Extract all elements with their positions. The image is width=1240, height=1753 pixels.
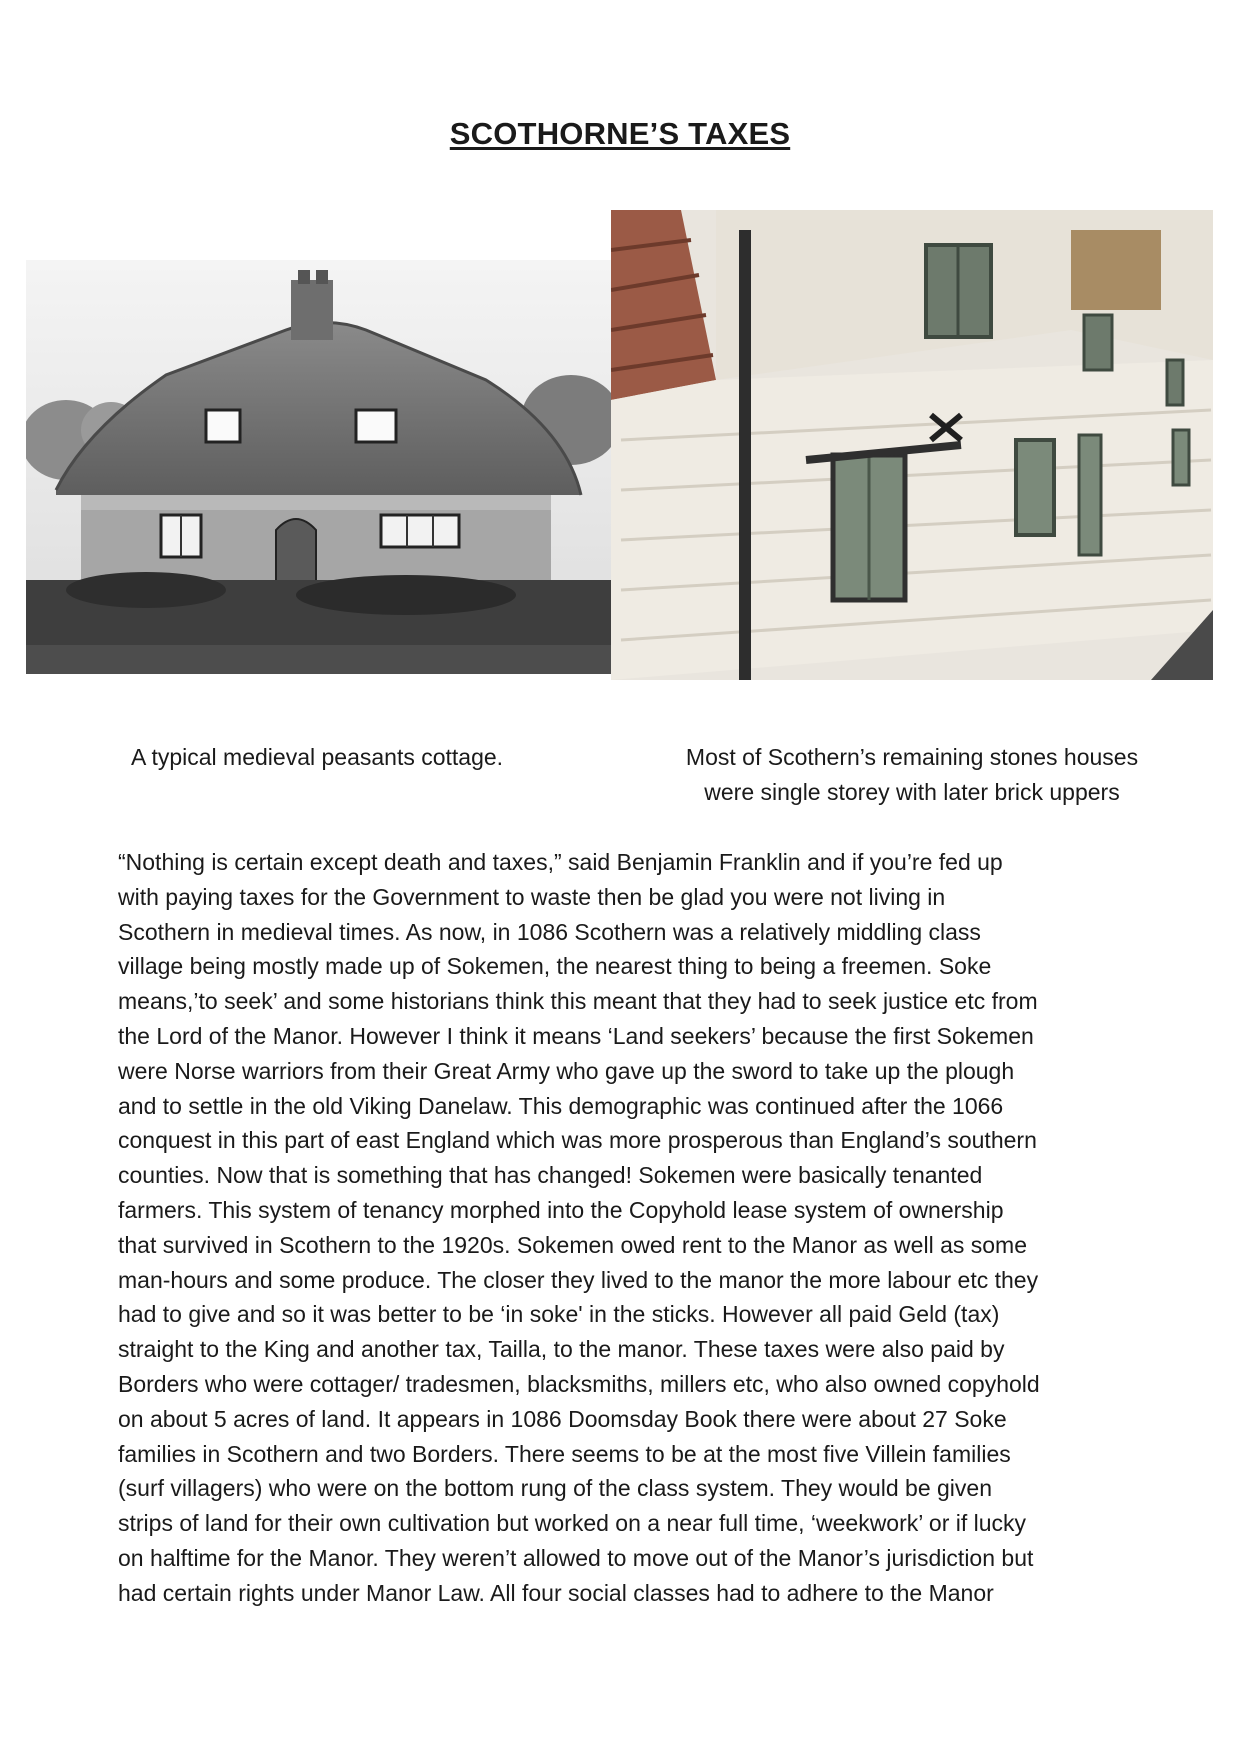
body-line: counties. Now that is something that has changed! Sokemen were basically tenanted xyxy=(118,1162,983,1189)
right-caption-line-1: Most of Scothern’s remaining stones houses xyxy=(685,744,1139,770)
body-line: farmers. This system of tenancy morphed into the Copyhold lease system of ownership xyxy=(118,1196,1004,1223)
body-line: Scothern in medieval times. As now, in 1086 Scothern was a relatively middling class xyxy=(118,918,981,945)
body-line: had to give and so it was better to be ‘in soke' in the sticks. However all paid Geld (tax) xyxy=(118,1301,1000,1328)
body-line: village being mostly made up of Sokemen, the nearest thing to being a freemen. Soke xyxy=(118,953,992,980)
body-line: strips of land for their own cultivation but worked on a near full time, ‘weekwork’ or if lucky xyxy=(118,1510,1027,1537)
whitewashed-houses-icon xyxy=(611,210,1213,680)
body-line: means,’to seek’ and some historians think this meant that they had to seek justice etc from xyxy=(118,988,1038,1015)
left-photo-caption: A typical medieval peasants cottage. xyxy=(131,744,504,770)
body-line: families in Scothern and two Borders. There seems to be at the most five Villein families xyxy=(118,1440,1011,1467)
thatched-cottage-icon xyxy=(26,260,611,674)
body-line: with paying taxes for the Government to waste then be glad you were not living in xyxy=(118,883,946,910)
body-line: on about 5 acres of land. It appears in 1086 Doomsday Book there were about 27 Soke xyxy=(118,1405,1007,1432)
body-line: that survived in Scothern to the 1920s. Sokemen owed rent to the Manor as well as some xyxy=(118,1231,1027,1258)
body-line: were Norse warriors from their Great Army who gave up the sword to take up the plough xyxy=(118,1057,1015,1084)
body-line: on halftime for the Manor. They weren’t allowed to move out of the Manor’s jurisdiction but xyxy=(118,1544,1034,1571)
right-photo-caption xyxy=(612,740,1212,810)
body-line: (surf villagers) who were on the bottom rung of the class system. They would be given xyxy=(118,1475,992,1502)
body-line: Borders who were cottager/ tradesmen, blacksmiths, millers etc, who also owned copyhold xyxy=(118,1370,1040,1397)
body-line: straight to the King and another tax, Tailla, to the manor. These taxes were also paid by xyxy=(118,1336,1005,1363)
body-line: “Nothing is certain except death and taxes,” said Benjamin Franklin and if you’re fed up xyxy=(118,849,1003,875)
right-caption-line-2: were single storey with later brick uppers xyxy=(704,779,1120,805)
page-title: SCOTHORNE’S TAXES xyxy=(449,116,791,151)
body-line: and to settle in the old Viking Danelaw. This demographic was continued after the 1066 xyxy=(118,1092,1004,1119)
body-line: the Lord of the Manor. However I think it means ‘Land seekers’ because the first Sokemen xyxy=(118,1022,1034,1049)
medieval-cottage-photo xyxy=(26,260,611,674)
stone-houses-photo xyxy=(611,210,1213,680)
body-line: man-hours and some produce. The closer they lived to the manor the more labour etc they xyxy=(118,1266,1039,1293)
body-line: had certain rights under Manor Law. All four social classes had to adhere to the Manor xyxy=(118,1579,994,1606)
body-line: conquest in this part of east England which was more prosperous than England’s southern xyxy=(118,1127,1037,1154)
article-body xyxy=(118,845,1123,1611)
